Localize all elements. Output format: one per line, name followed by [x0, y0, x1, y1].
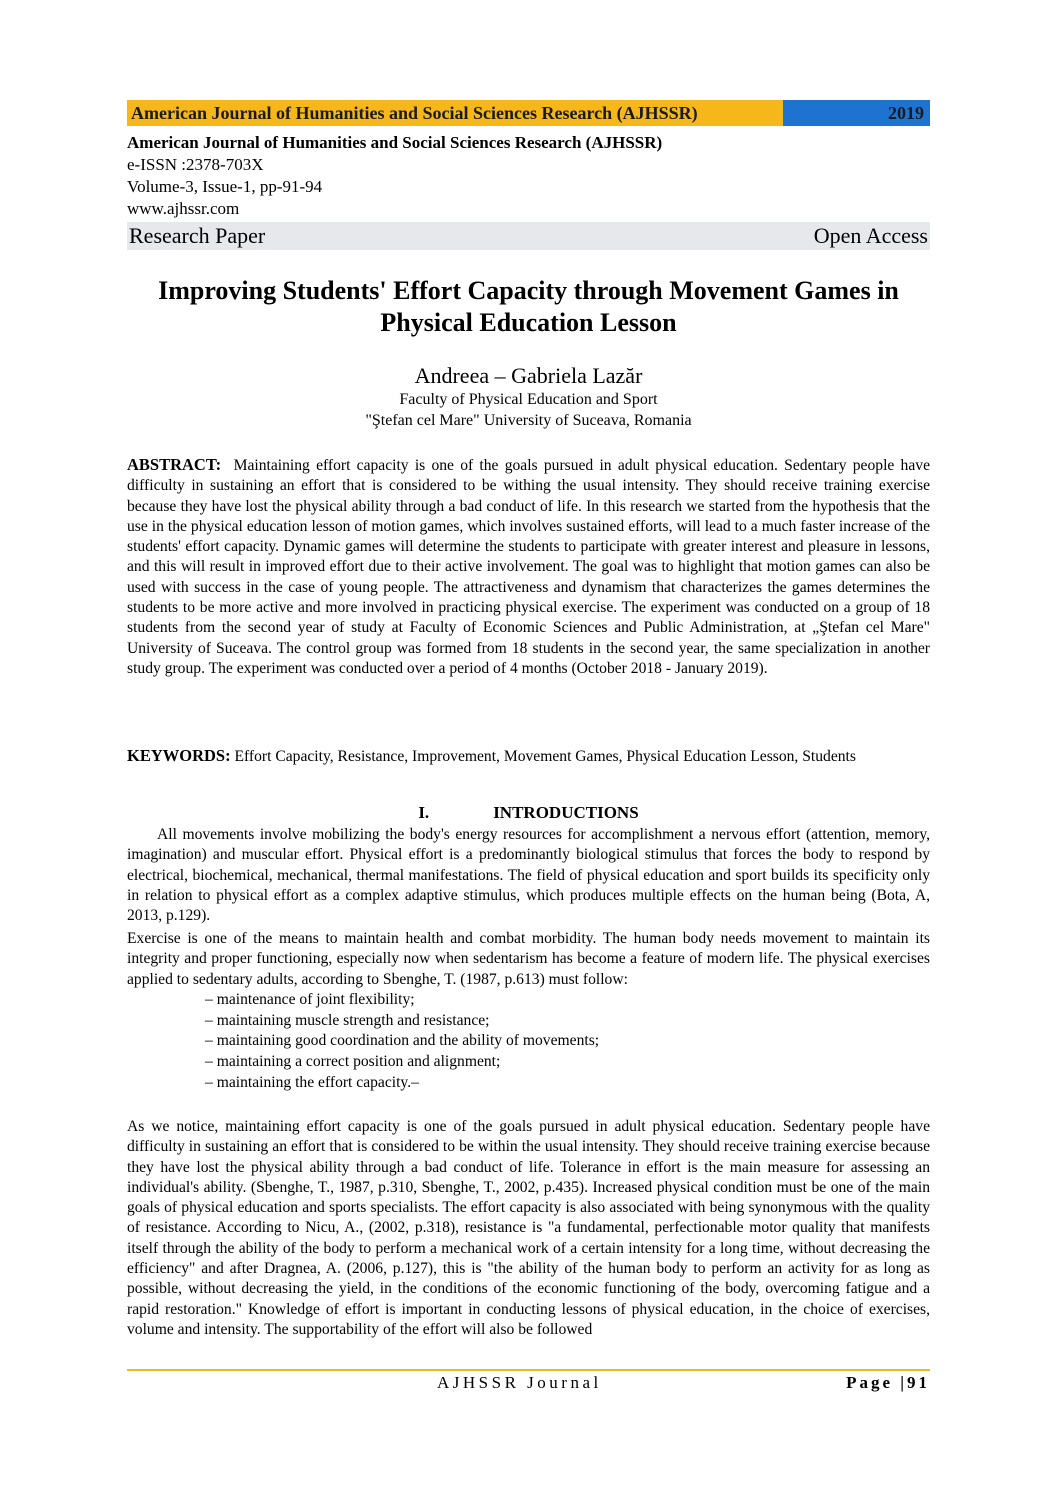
keywords-text: Effort Capacity, Resistance, Improvement, Movement Games, Physical Education Lesson, Students: [234, 748, 856, 765]
exercise-goals-list: [205, 990, 599, 1094]
section-number: I.: [418, 803, 430, 822]
article-type: Research Paper: [129, 223, 266, 248]
journal-header-band: [127, 100, 930, 126]
footer-page-label: Page |: [846, 1373, 907, 1392]
paper-title: Improving Students' Effort Capacity through Movement Games in Physical Education Lesson: [158, 276, 899, 337]
affiliation-university: "Ştefan cel Mare" University of Suceava, Romania: [365, 412, 692, 429]
keywords-label: KEYWORDS:: [127, 746, 231, 765]
header-year: 2019: [783, 100, 930, 126]
abstract: [127, 455, 930, 679]
journal-meta: [127, 132, 662, 220]
section-title: INTRODUCTIONS: [493, 803, 639, 822]
intro-paragraph-3: As we notice, maintaining effort capacity is one of the goals pursued in adult physical education. Sedentary people have difficulty in sustaining an effort that is considered to be within the usual intensity. They should receive training exercise because they have lost the physical ability through a bad conduct of life. Tolerance in effort is the main measure for assessing an individual's ability. (Sbenghe, T., 1987, p.310, Sbenghe, T., 2002, p.435). Increased physical condition must be one of the main goals of physical education and sports specialists. The effort capacity is also associated with being synonymous with the quality of resistance. According to Nicu, A., (2002, p.318), resistance is "a fundamental, perfectionable motor quality that manifests itself through the ability of the body to perform a mechanical work of a certain intensity for a long time, without decreasing the efficiency" and after Dragnea, A. (2006, p.127), this is "the ability of the human body to perform an activity for as long as possible, without decreasing the yield, in the conditions of the economic functioning of the body, overcoming fatigue and a rapid restoration." Knowledge of effort is important in conducting lessons of physical education, in the choice of exercises, volume and intensity. The supportability of the effort will also be followed: [127, 1118, 930, 1338]
keywords: [127, 746, 930, 767]
affiliation-faculty: Faculty of Physical Education and Sport: [399, 391, 658, 408]
list-item: – maintaining muscle strength and resistance;: [205, 1011, 599, 1032]
footer-journal: AJHSSR Journal: [437, 1373, 602, 1392]
author-affiliation: [127, 389, 930, 431]
list-item: – maintaining a correct position and alignment;: [205, 1052, 599, 1073]
author-name: Andreea – Gabriela Lazăr: [414, 363, 643, 388]
access-type: Open Access: [813, 223, 928, 248]
intro-paragraph-2: Exercise is one of the means to maintain health and combat morbidity. The human body needs movement to maintain its integrity and proper functioning, especially now when sedentarism has become a feature of modern life. The physical exercises applied to sedentary adults, according to Sbenghe, T. (1987, p.613) must follow:: [127, 930, 930, 988]
meta-issn: e-ISSN :2378-703X: [127, 155, 264, 174]
list-item: – maintenance of joint flexibility;: [205, 990, 599, 1011]
list-item: – maintaining the effort capacity.–: [205, 1073, 599, 1094]
section-heading: [127, 803, 930, 823]
abstract-text: Maintaining effort capacity is one of the goals pursued in adult physical education. Sedentary people have difficulty in sustaining an effort that is considered to be withing the usual intensity. They should receive training exercise because they have lost the physical ability through a bad conduct of life. In this research we started from the hypothesis that the use in the physical education lesson of motion games, which involves sustained efforts, will lead to a much faster increase of the students' effort capacity. Dynamic games will determine the students to participate with greater interest and pleasure in lessons, and this will result in improved effort due to their active involvement. The goal was to highlight that motion games can also be used with success in the case of young people. The attractiveness and dynamism that characterizes the games determines the students to be more active and more involved in practicing physical exercise. The experiment was conducted on a group of 18 students from the second year of study at Faculty of Economic Sciences and Public Administration, at „Ştefan cel Mare" University of Suceava. The control group was formed from 18 students in the second year, the same specialization in another study group. The experiment was conducted over a period of 4 months (October 2018 - January 2019).: [127, 457, 930, 677]
header-journal-name: American Journal of Humanities and Social Sciences Research (AJHSSR): [127, 100, 783, 126]
list-item: – maintaining good coordination and the ability of movements;: [205, 1031, 599, 1052]
meta-volume: Volume-3, Issue-1, pp-91-94: [127, 177, 323, 196]
meta-website: www.ajhssr.com: [127, 199, 240, 218]
abstract-label: ABSTRACT:: [127, 455, 222, 474]
footer-page: [846, 1373, 930, 1393]
meta-journal-name: American Journal of Humanities and Social Sciences Research (AJHSSR): [127, 133, 663, 152]
article-type-bar: [127, 222, 930, 250]
footer-rule: [127, 1369, 930, 1371]
page-number: 91: [907, 1373, 930, 1392]
intro-paragraph-1: All movements involve mobilizing the body's energy resources for accomplishment a nervous effort (attention, memory, imagination) and muscular effort. Physical effort is a predominantly biological stimulus that forces the body to respond by electrical, biochemical, mechanical, thermal manifestations. The field of physical education and sport builds its specificity only in relation to physical effort as a complex adaptive stimulus, which produces multiple effects on the human being (Bota, A, 2013, p.129).: [127, 826, 930, 925]
